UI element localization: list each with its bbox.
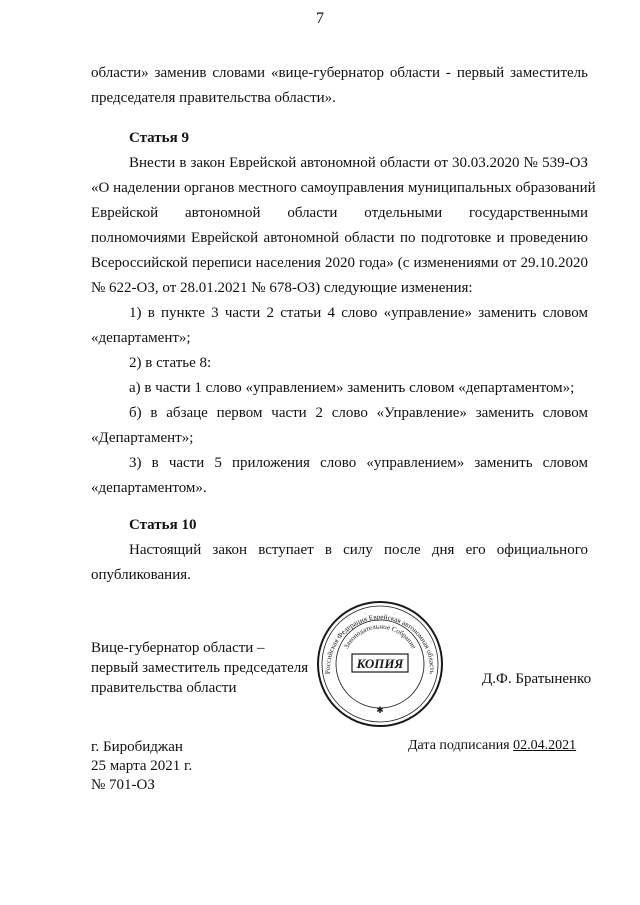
text-line: а) в части 1 слово «управлением» заменить словом «департаментом»;: [129, 380, 575, 396]
signatory-title-line: Вице-губернатор области –: [91, 640, 265, 656]
article-10: [91, 513, 588, 588]
text-line: председателя правительства области».: [91, 90, 336, 106]
place-date-number: [91, 738, 192, 795]
seal-outer-text: Российская Федерация Еврейская автономная область: [323, 613, 437, 675]
text-line: «О наделении органов местного самоуправления муниципальных образований: [91, 180, 596, 196]
text-line: Еврейской автономной области отдельными государственными: [91, 205, 588, 221]
text-line: полномочиями Еврейской автономной области по подготовке и проведению: [91, 230, 588, 246]
text-line: «департамент»;: [91, 330, 191, 346]
law-number: № 701-ОЗ: [91, 777, 155, 793]
text-line: б) в абзаце первом части 2 слово «Управление» заменить словом: [129, 405, 588, 421]
text-line: Настоящий закон вступает в силу после дня его официального: [129, 542, 588, 558]
intro-paragraph: [91, 61, 588, 111]
text-line: № 622-ОЗ, от 28.01.2021 № 678-ОЗ) следующие изменения:: [91, 280, 473, 296]
article-9-heading: Статья 9: [129, 130, 189, 146]
text-line: Внести в закон Еврейской автономной области от 30.03.2020 № 539-ОЗ: [129, 155, 588, 171]
official-seal: [315, 599, 445, 729]
signer-name: Д.Ф. Братыненко: [482, 671, 592, 687]
text-line: 2) в статье 8:: [129, 355, 212, 371]
text-line: 3) в части 5 приложения слово «управлением» заменить словом: [129, 455, 588, 471]
seal-star-icon: ✱: [376, 706, 384, 716]
city: г. Биробиджан: [91, 739, 183, 755]
text-line: «Департамент»;: [91, 430, 194, 446]
signatory-title-line: правительства области: [91, 680, 237, 696]
article-9: [91, 126, 596, 501]
page-number: 7: [316, 10, 324, 27]
text-line: опубликования.: [91, 567, 191, 583]
text-line: области» заменив словами «вице-губернатор области - первый заместитель: [91, 65, 588, 81]
signatory-title: [91, 638, 308, 698]
seal-inner-text: Законодательное Собрание: [342, 622, 418, 651]
seal-center-text: КОПИЯ: [356, 656, 404, 671]
signatory-title-line: первый заместитель председателя: [91, 660, 309, 676]
text-line: 1) в пункте 3 части 2 статьи 4 слово «управление» заменить словом: [129, 305, 588, 321]
adoption-date: 25 марта 2021 г.: [91, 758, 193, 774]
signing-date-label: Дата подписания: [408, 738, 510, 753]
text-line: Всероссийской переписи населения 2020 года» (с изменениями от 29.10.2020: [91, 255, 588, 271]
signing-date: [408, 738, 576, 754]
article-10-heading: Статья 10: [129, 517, 197, 533]
text-line: «департаментом».: [91, 480, 207, 496]
signing-date-value: 02.04.2021: [513, 738, 577, 753]
